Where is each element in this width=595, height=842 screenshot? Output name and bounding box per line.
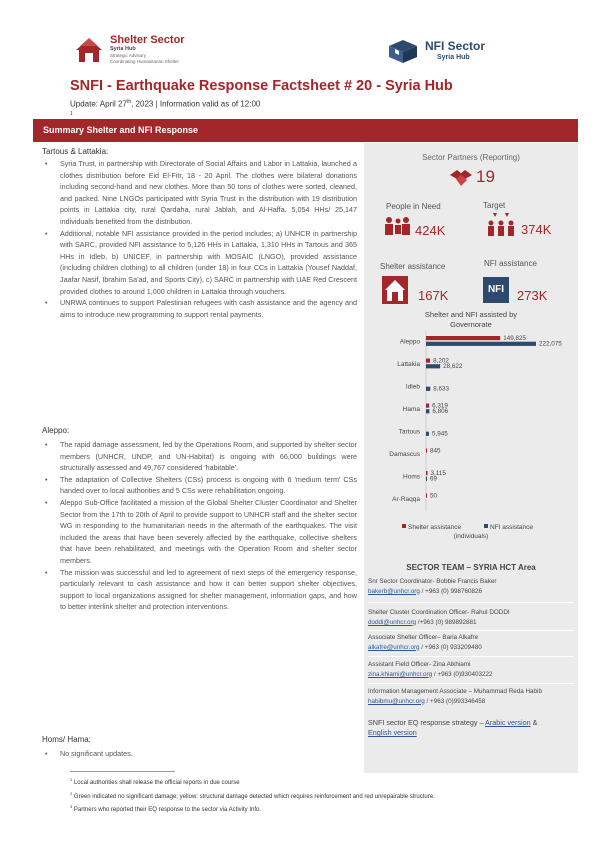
nfi-box-icon [385, 38, 421, 64]
team-phone: / +963 (0)993346458 [424, 697, 486, 705]
shelter-assistance-label: Shelter assistance [380, 262, 446, 271]
response-strategy [368, 718, 574, 738]
nfi-bar [426, 387, 430, 391]
chart-title-line-2: Governorate [450, 320, 492, 329]
team-member-5 [368, 687, 574, 706]
target-label: Target [483, 201, 506, 210]
list-item: • UNRWA continues to support Palestinian refugees with cash assistance and the agency and aims to introduce new programming to support rental payments. [42, 297, 357, 320]
team-phone: / +963 (0) 998760826 [419, 587, 483, 595]
nfi-sector-logo [385, 38, 510, 66]
team-email-link[interactable]: alkafre@unhcr.org [368, 643, 420, 651]
list-item: • The adaptation of Collective Shelters (CSs) process is ongoing with 6 'medium term' CSs handed over to local authorities and 5 CSs were rehabilitation ongoing. [42, 474, 357, 497]
section-header-title: Summary Shelter and NFI Response [43, 125, 199, 135]
nfi-bar [426, 477, 427, 481]
chart-category-label: Tartous [398, 428, 420, 436]
update-suffix: , 2023 | Information valid as of 12:00 [131, 99, 261, 109]
team-divider [368, 630, 574, 631]
team-member-2 [368, 608, 574, 627]
nfi-bar [426, 342, 536, 346]
tartous-lattakia-heading: Tartous & Lattakia: [42, 147, 109, 156]
shelter-bar [426, 449, 427, 453]
footnote-2: $^2$ Green indicated no significant damage; yellow: structural damage detected which requires reinforcement and red unrepairable structure. [70, 790, 435, 800]
homs-hama-heading: Homs/ Hama: [42, 735, 91, 744]
shelter-tent-icon [382, 276, 408, 304]
team-phone: / +963 (0) 933209480 [419, 643, 482, 651]
target-value: 374K [521, 222, 552, 237]
governorate-bar-chart [364, 331, 578, 551]
shelter-logo-tagline-1: Strategic Advisory [110, 53, 147, 58]
target-people-icon [486, 213, 518, 238]
team-member-1 [368, 577, 574, 596]
team-role: Information Management Associate – Muhammad Reda Habib [368, 688, 542, 695]
people-icon [382, 216, 412, 236]
chart-category-label: Damascus [389, 451, 420, 458]
shelter-sector-logo [74, 34, 214, 66]
nfi-assistance-value: 273K [517, 288, 548, 303]
sector-partners-label: Sector Partners (Reporting) [422, 153, 520, 162]
chart-data-label: 3,115 [430, 470, 446, 477]
chart-data-label: 222,075 [539, 340, 562, 348]
shelter-bar [426, 404, 429, 408]
chart-data-label: 6,806 [432, 408, 449, 416]
legend-swatch-nfi [484, 524, 488, 528]
update-prefix: Update: April 27 [70, 99, 127, 109]
team-divider [368, 656, 574, 657]
list-item: • The mission was successful and led to agreement of next steps of the emergency response, particularly relevant to cash assistance and how it can better support shelter objectives, support to local organizations assigned for shelter management, information gaps, and how to better interlink shelter and protection interventions. [42, 567, 357, 613]
aleppo-heading: Aleppo: [42, 426, 70, 435]
team-role: Shelter Cluster Coordination Officer- Rahul DODDI [368, 609, 510, 616]
chart-category-label: Aleppo [399, 338, 420, 346]
legend-label-shelter: Shelter assistance [408, 524, 462, 531]
team-role: Snr Sector Coordinator- Bobbie Francis Baker [368, 578, 497, 585]
team-role: Associate Shelter Officer– Baria Alkafre [368, 634, 479, 641]
legend-note: (individuals) [453, 533, 489, 540]
chart-category-label: Idleb [405, 383, 420, 391]
nfi-bar [426, 364, 440, 368]
people-in-need-value: 424K [415, 223, 446, 238]
aleppo-list [42, 439, 357, 613]
chart-data-label: 28,622 [443, 363, 463, 371]
people-in-need-label: People in Need [386, 202, 441, 211]
legend-swatch-shelter [402, 524, 406, 528]
update-line [70, 99, 260, 109]
shelter-logo-hub: Syria Hub [110, 46, 136, 52]
team-email-link[interactable]: bakerb@unhcr.org [368, 587, 420, 595]
shelter-bar [426, 471, 428, 475]
sector-team-title: SECTOR TEAM – SYRIA HCT Area [406, 563, 536, 572]
chart-title [364, 310, 578, 330]
handshake-icon [448, 167, 474, 189]
update-footnote-marker: 1 [70, 111, 73, 117]
list-item: • Aleppo Sub-Office facilitated a mission of the Global Shelter Cluster Coordinator and Shelter Sector from the 17th to 20th of April to provide support to UNHCR staff and the shelter sector WG in responding to the humanitarian needs in the aftermath of the earthquakes. The visit included the areas that have been severely affected by the earthquake, collective shelters that have been rehabilitated, and meetings with the Operation Room and shelter sector members. [42, 497, 357, 567]
footnotes [70, 775, 435, 816]
team-phone: /+963 (0) 989892881 [416, 618, 477, 626]
list-item: • No significant updates. [42, 748, 357, 760]
chart-category-label: Ar-Raqqa [392, 496, 420, 503]
homs-hama-list [42, 748, 357, 760]
tartous-lattakia-list [42, 158, 357, 320]
team-role: Assistant Field Officer- Zina Alkhiami [368, 661, 471, 668]
legend-label-nfi: NFI assistance [490, 524, 533, 531]
sector-partners-value: 19 [476, 167, 495, 186]
chart-category-label: Lattakia [397, 361, 420, 368]
team-email-link[interactable]: zina.khiami@unhcr.org [368, 670, 433, 678]
chart-data-label: 5,945 [431, 430, 448, 438]
strategy-ampersand: & [530, 718, 538, 727]
chart-data-label: 50 [430, 492, 438, 500]
team-email-link[interactable]: habibmu@unhcr.org [368, 697, 425, 705]
shelter-assistance-value: 167K [418, 288, 449, 303]
chart-category-label: Homs [403, 473, 420, 481]
chart-data-label: 6,319 [432, 402, 448, 410]
list-item: • The rapid damage assessment, led by the Operations Room, and supported by shelter sector members (UNHCR, UNDP, and UN-Habitat) is ongoing with 66,000 buildings were structurally assessed and 49,767 considered 'habitable'. [42, 439, 357, 474]
nfi-logo-name: NFI Sector [425, 39, 486, 53]
team-divider [368, 683, 574, 684]
shelter-logo-tagline-2: Coordinating Humanitarian Shelter [110, 59, 180, 64]
team-member-3 [368, 633, 574, 652]
shelter-bar [426, 336, 500, 340]
key-figures-panel [364, 143, 578, 773]
list-item: • Syria Trust, in partnership with Directorate of Social Affairs and Labor in Lattakia, launched a clothes distribution before Eid El-Fitr, 18 - 20 April. The clothes were bilateral donations including second-hand and new clothes. More than 50 tons of clothes were sorted, cleaned, and packed. Nine LNGOs participated with Syria Trust in the distribution with 19 distribution points in Lattakia city, rural Qardaha, rural Jablah, and Al-Haffa. 5,054 HHs/ 25,147 individuals benefited from the distribution. [42, 158, 357, 228]
chart-category-label: Hama [402, 406, 420, 413]
shelter-bar [426, 494, 427, 498]
page-title: SNFI - Earthquake Response Factsheet # 20 - Syria Hub [70, 78, 453, 94]
chart-data-label: 69 [430, 475, 438, 483]
english-version-link[interactable]: English version [368, 728, 417, 737]
nfi-icon: NFI [483, 277, 509, 303]
footnote-divider [70, 771, 175, 772]
team-email-link[interactable]: doddi@unhcr.org [368, 618, 417, 626]
chart-title-line-1: Shelter and NFI assisted by [424, 310, 518, 319]
chart-data-label: 8,633 [433, 385, 450, 393]
section-header-bar [33, 119, 578, 142]
chart-data-label: 149,825 [503, 335, 526, 342]
nfi-logo-hub: Syria Hub [437, 54, 470, 61]
nfi-bar [426, 409, 429, 413]
footnote-1: $^1$ Local authorities shall release the official reports in due course [70, 777, 240, 786]
shelter-bar [426, 359, 430, 363]
strategy-prefix: SNFI sector EQ response strategy – [368, 718, 486, 727]
list-item: • Additional, notable NFI assistance provided in the period includes; a) UNHCR in partnership with SARC, provided NFI assistance to 5,126 HHs in Lattakia, 1,310 HHs in Tartous and 365 HHs in Idleb, b) UNICEF, in partnership with MOSAIC (LNGO), provided assistance (including children clothing) to all children (under 18) in four CCs in Lattakia (Yousef Naddaf, Jaafar Nasif, Ibrahim Sa'ad, and Sports City), c) SARC in partnership with UAE Red Crescent provided clothes to around 1,000 children in Lattakia through vouchers. [42, 228, 357, 298]
arabic-version-link[interactable]: Arabic version [485, 718, 531, 727]
nfi-assistance-label: NFI assistance [484, 259, 537, 268]
nfi-bar [426, 432, 429, 436]
shelter-house-icon [74, 36, 104, 64]
team-member-4 [368, 660, 574, 679]
footnote-3: $^3$ Partners who reported their EQ response to the sector via Activity Info. [70, 804, 261, 814]
chart-data-label: 8,202 [433, 357, 449, 365]
chart-data-label: 845 [430, 447, 441, 455]
team-divider [368, 602, 574, 603]
team-phone: / +963 (0)930403222 [432, 670, 493, 678]
shelter-logo-name: Shelter Sector [110, 34, 185, 46]
update-superscript: th [126, 99, 132, 105]
